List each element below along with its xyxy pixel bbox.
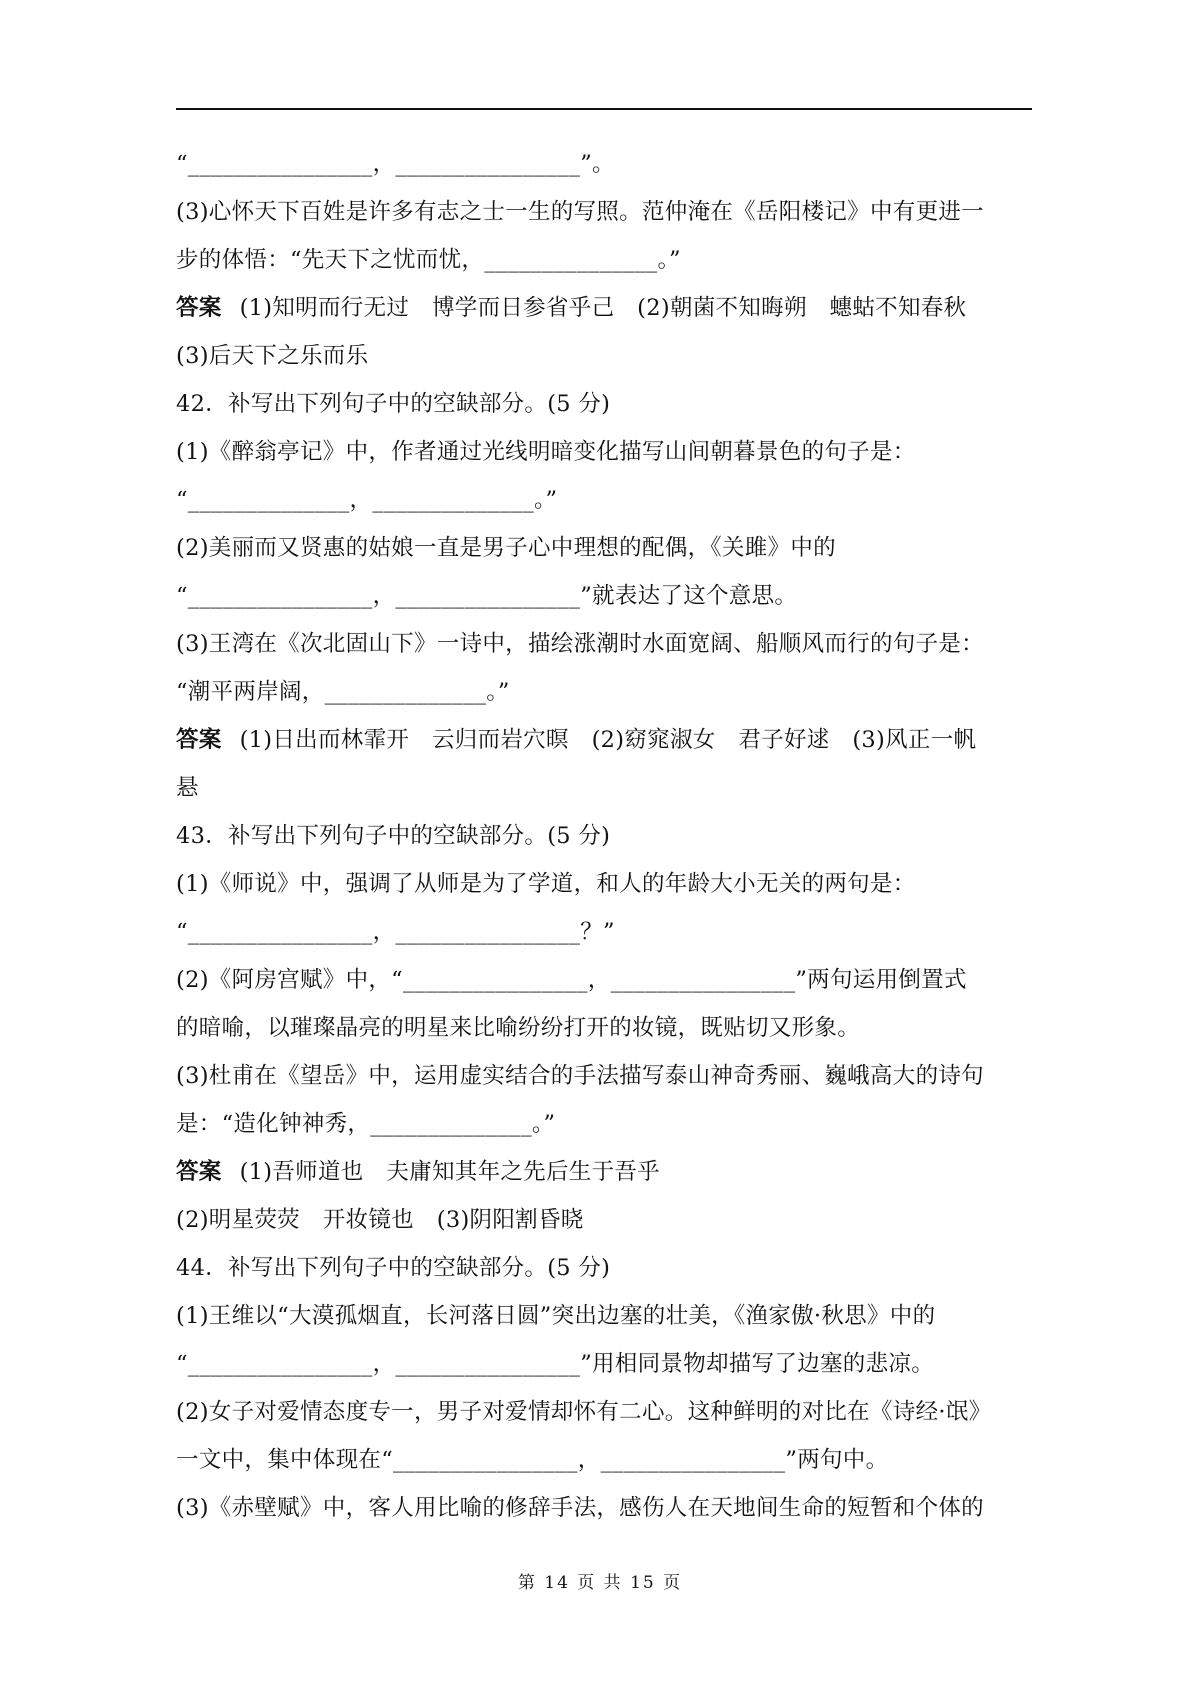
text-line: (1)王维以“大漠孤烟直，长河落日圆”突出边塞的壮美，《渔家傲·秋思》中的 — [176, 1303, 936, 1329]
text-line: 步的体悟：“先天下之忧而忧，_______________。” — [176, 247, 681, 273]
text-line: (1)《醉翁亭记》中，作者通过光线明暗变化描写山间朝暮景色的句子是： — [176, 439, 916, 465]
text-line: (3)心怀天下百姓是许多有志之士一生的写照。范仲淹在《岳阳楼记》中有更进一 — [176, 199, 984, 225]
text-line: “潮平两岸阔，______________。” — [176, 679, 510, 705]
page-body — [176, 140, 1032, 1532]
text-line: (2)女子对爱情态度专一，男子对爱情却怀有二心。这种鲜明的对比在《诗经·氓》 — [176, 1399, 992, 1425]
text-line: 悬 — [176, 775, 199, 801]
text-line: (3)后天下之乐而乐 — [176, 343, 369, 369]
question-heading: 42．补写出下列句子中的空缺部分。(5 分) — [176, 391, 611, 417]
question-heading: 44．补写出下列句子中的空缺部分。(5 分) — [176, 1255, 611, 1281]
text-line: “______________，______________。” — [176, 487, 558, 513]
text-line: (3)《赤壁赋》中，客人用比喻的修辞手法，感伤人在天地间生命的短暂和个体的 — [176, 1495, 984, 1521]
answer-line: 答案 (1)知明而行无过 博学而日参省乎己 (2)朝菌不知晦朔 蟪蛄不知春秋 — [176, 295, 967, 321]
question-heading: 43．补写出下列句子中的空缺部分。(5 分) — [176, 823, 611, 849]
header-rule — [176, 108, 1032, 110]
text-line: “________________，________________”用相同景物却描写了边塞的悲凉。 — [176, 1351, 935, 1377]
text-line: 的暗喻，以璀璨晶亮的明星来比喻纷纷打开的妆镜，既贴切又形象。 — [176, 1015, 861, 1041]
answer-line: 答案 (1)日出而林霏开 云归而岩穴暝 (2)窈窕淑女 君子好逑 (3)风正一帆 — [176, 727, 977, 753]
answer-line: 答案 (1)吾师道也 夫庸知其年之先后生于吾乎 — [176, 1159, 660, 1185]
text-line: (3)杜甫在《望岳》中，运用虚实结合的手法描写泰山神奇秀丽、巍峨高大的诗句 — [176, 1063, 984, 1089]
text-line: 一文中，集中体现在“________________，________________”两句中。 — [176, 1447, 889, 1473]
answer-label: 答案 — [176, 295, 222, 321]
answer-label: 答案 — [176, 727, 222, 753]
text-line: “________________，________________”。 — [176, 151, 615, 177]
text-line: 是：“造化钟神秀，______________。” — [176, 1111, 556, 1137]
text-line: “________________，________________？” — [176, 919, 615, 945]
text-line: (2)《阿房宫赋》中，“________________，________________”两句运用倒置式 — [176, 967, 967, 993]
text-line: (1)《师说》中，强调了从师是为了学道，和人的年龄大小无关的两句是： — [176, 871, 916, 897]
page-footer: 第 14 页 共 15 页 — [517, 1573, 683, 1593]
text-line: (2)明星荧荧 开妆镜也 (3)阴阳割昏晓 — [176, 1207, 584, 1233]
text-line: (3)王湾在《次北固山下》一诗中，描绘涨潮时水面宽阔、船顺风而行的句子是： — [176, 631, 984, 657]
text-line: (2)美丽而又贤惠的姑娘一直是男子心中理想的配偶，《关雎》中的 — [176, 535, 836, 561]
answer-label: 答案 — [176, 1159, 222, 1185]
text-line: “________________，________________”就表达了这个意思。 — [176, 583, 798, 609]
